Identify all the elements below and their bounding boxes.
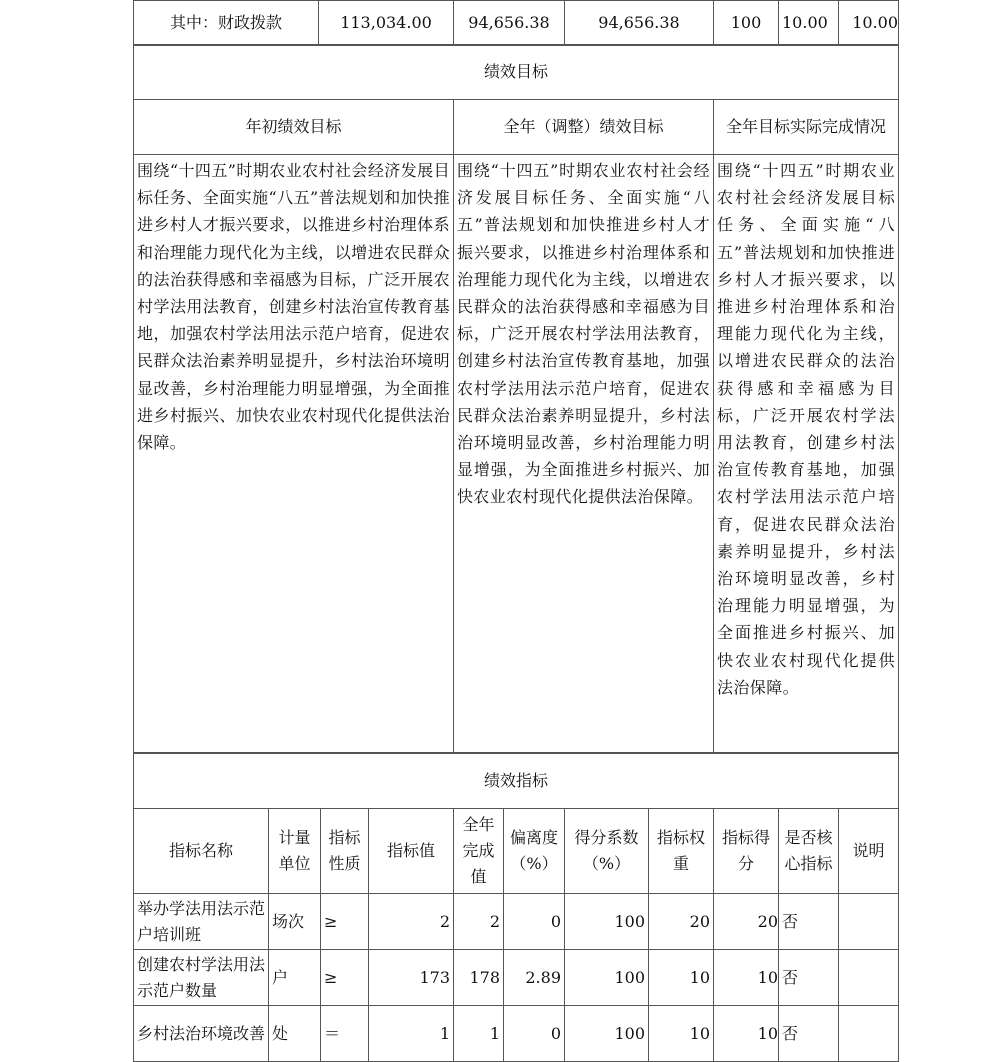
indicator-target: 173 [369,950,454,1006]
funding-score: 10.00 [839,1,899,46]
goal-initial-text: 围绕“十四五”时期农业农村社会经济发展目标任务、全面实施“八五”普法规划和加快推进乡村人才振兴要求，以推进乡村治理体系和治理能力现代化为主线，以增进农民群众的法治获得感和幸福感为目标，广泛开展农村学法用法教育，创建乡村法治宣传教育基地，加强农村学法用法示范户培育，促进农民群众法治素养明显提升，乡村法治环境明显改善，乡村治理能力明显增强，为全面推进乡村振兴、加快农业农村现代化提供法治保障。 [134,155,454,753]
adjusted-budget: 94,656.38 [454,1,565,46]
table-row [134,1006,899,1062]
indicator-name: 创建农村学法用法示范户数量 [134,950,269,1006]
indicator-actual: 178 [454,950,504,1006]
indicator-nature: ＝ [321,1006,369,1062]
goals-header-initial: 年初绩效目标 [134,100,454,155]
indicator-note [839,894,899,950]
header-target: 指标值 [369,809,454,894]
header-score: 指标得分 [714,809,779,894]
goal-adjusted-text: 围绕“十四五”时期农业农村社会经济发展目标任务、全面实施“八五”普法规划和加快推进乡村人才振兴要求，以推进乡村治理体系和治理能力现代化为主线，以增进农民群众的法治获得感和幸福感为目标，广泛开展农村学法用法教育，创建乡村法治宣传教育基地，加强农村学法用法示范户培育，促进农民群众法治素养明显提升，乡村法治环境明显改善，乡村治理能力明显增强，为全面推进乡村振兴、加快农业农村现代化提供法治保障。 [454,155,714,753]
indicator-score: 10 [714,1006,779,1062]
goal-actual-text: 围绕“十四五”时期农业农村社会经济发展目标任务、全面实施“八五”普法规划和加快推进乡村人才振兴要求，以推进乡村治理体系和治理能力现代化为主线，以增进农民群众的法治获得感和幸福感为目标，广泛开展农村学法用法教育，创建乡村法治宣传教育基地，加强农村学法用法示范户培育，促进农民群众法治素养明显提升，乡村法治环境明显改善，乡村治理能力明显增强，为全面推进乡村振兴、加快农业农村现代化提供法治保障。 [714,155,899,753]
indicator-actual: 2 [454,894,504,950]
goals-header-adjusted: 全年（调整）绩效目标 [454,100,714,155]
indicator-deviation: 0 [504,1006,565,1062]
indicator-nature: ≥ [321,894,369,950]
indicator-weight: 10 [649,1006,714,1062]
header-unit: 计量单位 [269,809,321,894]
indicator-core: 否 [779,950,839,1006]
executed-amount: 94,656.38 [565,1,714,46]
indicator-weight: 10 [649,950,714,1006]
table-row [134,894,899,950]
goals-section-title: 绩效目标 [134,45,899,100]
indicator-name: 乡村法治环境改善 [134,1006,269,1062]
indicator-score: 20 [714,894,779,950]
goals-header-actual: 全年目标实际完成情况 [714,100,899,155]
indicator-target: 1 [369,1006,454,1062]
header-coef: 得分系数（%） [565,809,649,894]
funding-table [133,0,899,46]
indicators-section-title: 绩效指标 [134,754,899,809]
indicators-header-row [134,809,899,894]
indicator-score: 10 [714,950,779,1006]
indicator-unit: 户 [269,950,321,1006]
execution-rate: 10.00 [779,1,839,46]
header-deviation: 偏离度（%） [504,809,565,894]
indicators-table [133,753,899,1062]
indicator-note [839,950,899,1006]
indicator-coef: 100 [565,950,649,1006]
indicator-coef: 100 [565,894,649,950]
funding-weight: 100 [714,1,779,46]
indicator-nature: ≥ [321,950,369,1006]
funding-row [134,1,899,46]
table-row [134,950,899,1006]
indicator-deviation: 2.89 [504,950,565,1006]
indicator-core: 否 [779,1006,839,1062]
annual-budget: 113,034.00 [319,1,454,46]
header-nature: 指标性质 [321,809,369,894]
indicator-note [839,1006,899,1062]
goals-table [133,44,899,753]
header-actual: 全年完成值 [454,809,504,894]
indicator-actual: 1 [454,1006,504,1062]
indicator-weight: 20 [649,894,714,950]
indicator-deviation: 0 [504,894,565,950]
indicator-coef: 100 [565,1006,649,1062]
header-core: 是否核心指标 [779,809,839,894]
indicator-unit: 处 [269,1006,321,1062]
header-weight: 指标权重 [649,809,714,894]
indicator-core: 否 [779,894,839,950]
header-note: 说明 [839,809,899,894]
funding-label: 其中：财政拨款 [134,1,319,46]
indicator-target: 2 [369,894,454,950]
indicator-name: 举办学法用法示范户培训班 [134,894,269,950]
indicator-unit: 场次 [269,894,321,950]
header-name: 指标名称 [134,809,269,894]
